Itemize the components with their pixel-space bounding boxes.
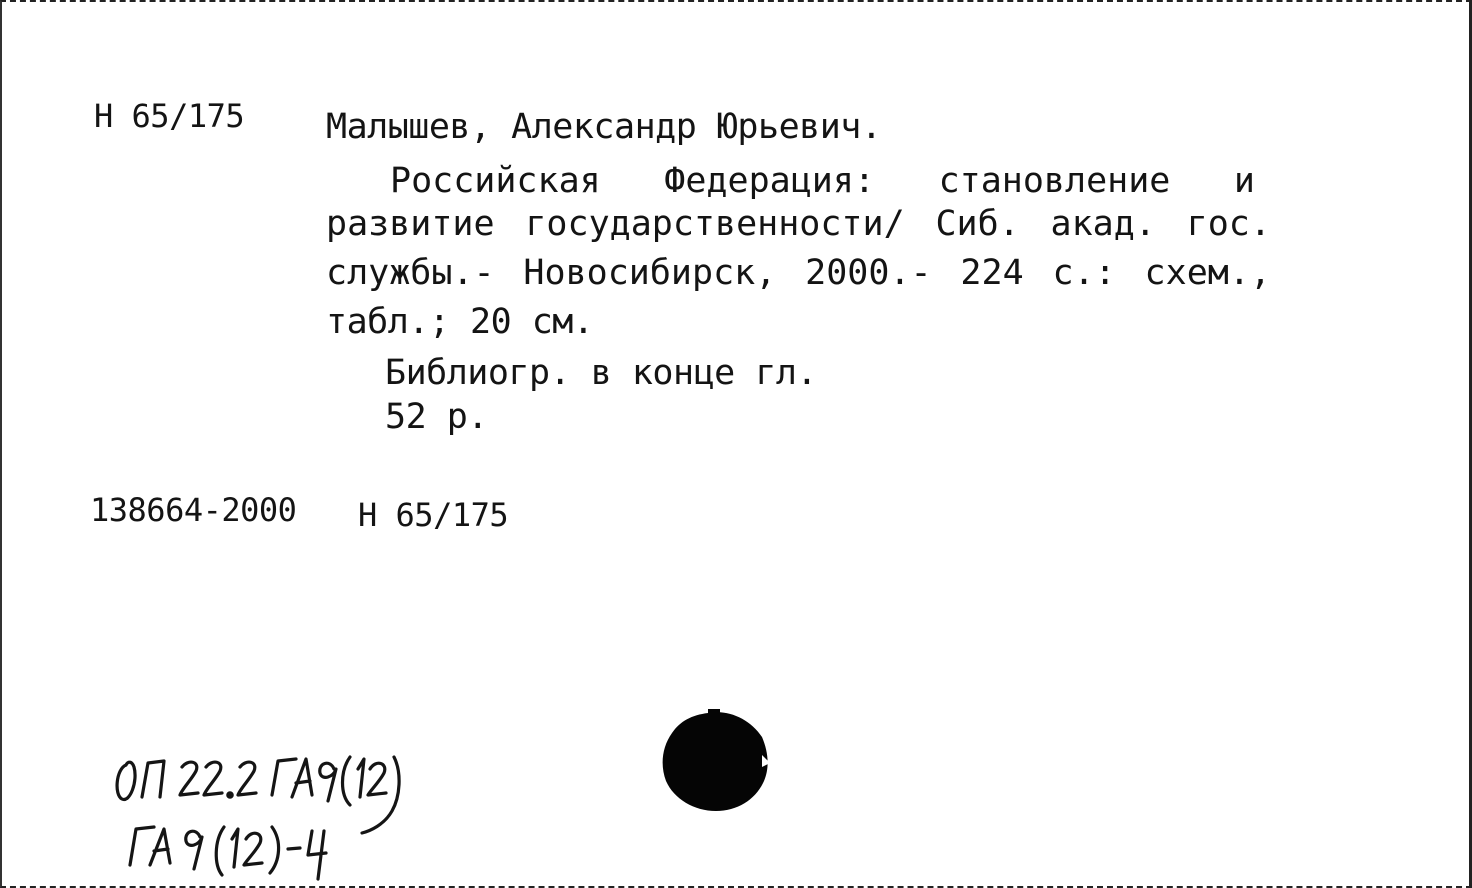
bibliography-note: Библиогр. в конце гл. [385,353,818,393]
title-word: государственности/ [525,204,905,244]
physical-description: табл.; 20 см. [326,302,594,342]
title-word: с.: [1052,253,1116,293]
title-word: становление [938,161,1171,201]
punched-hole [658,707,770,815]
title-word: Сиб. [935,204,1020,244]
title-line-3 [326,253,1271,293]
title-line-1 [390,161,1255,201]
accession-number: 138664-2000 [90,491,297,529]
title-word: гос. [1186,204,1271,244]
title-word: службы.- [326,253,495,293]
title-word: 224 [960,253,1024,293]
title-word: Новосибирск, [523,253,777,293]
title-word: и [1233,161,1255,201]
title-word: акад. [1050,204,1156,244]
title-word: Российская [390,161,601,201]
title-word: схем., [1144,253,1271,293]
shelfmark: Н 65/175 [94,97,245,135]
accession-shelfmark: Н 65/175 [358,496,509,534]
handwritten-classification [112,747,482,887]
author-heading: Малышев, Александр Юрьевич. [326,107,882,147]
price: 52 р. [385,397,488,437]
title-line-2 [326,204,1271,244]
title-word: развитие [326,204,495,244]
title-word: Федерация: [664,161,875,201]
title-word: 2000.- [805,253,932,293]
